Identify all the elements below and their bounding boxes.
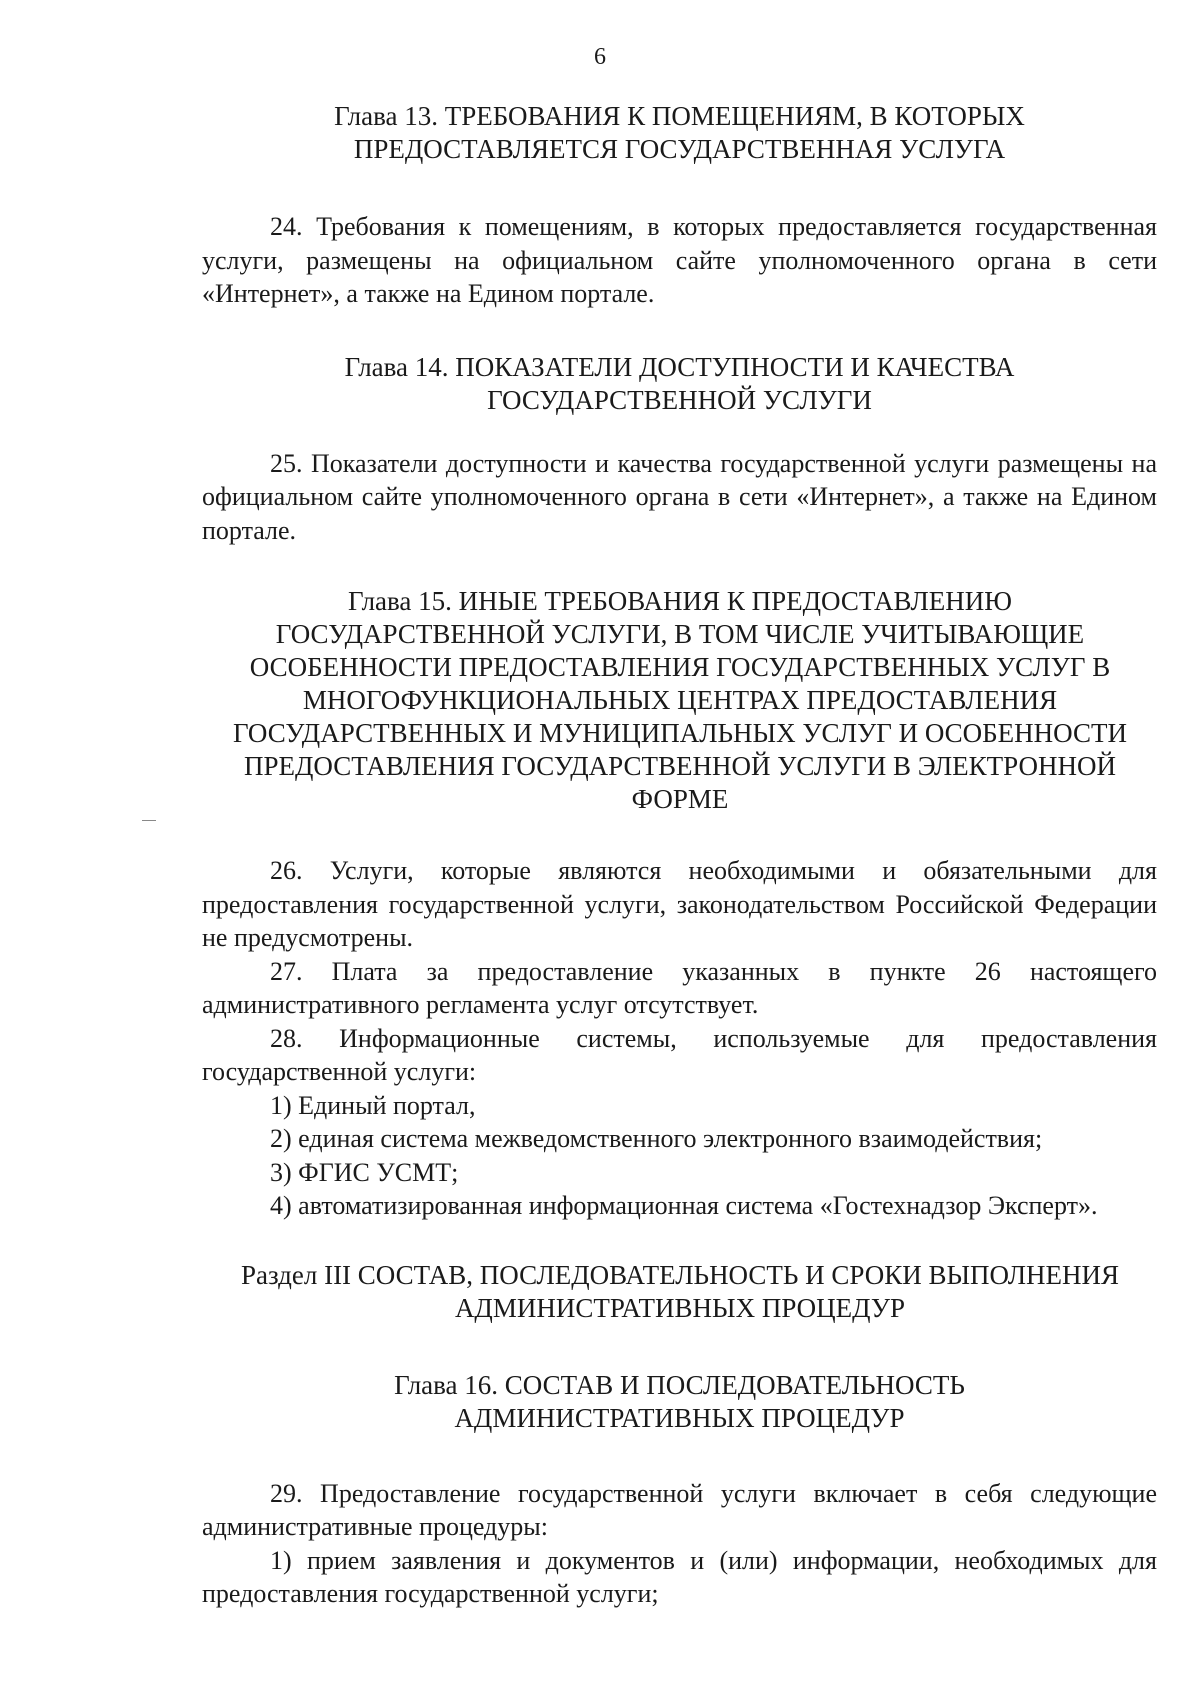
paragraph-29: 29. Предоставление государственной услуги включает в себя следующие административные процедуры: [202, 1478, 1157, 1541]
heading-line: АДМИНИСТРАТИВНЫХ ПРОЦЕДУР [454, 1402, 905, 1433]
chapter-14-heading [202, 351, 1157, 417]
paragraph-27: 27. Плата за предоставление указанных в пункте 26 настоящего административного регламента услуг отсутствует. [202, 956, 1157, 1019]
list-item: 1) Единый портал, [270, 1090, 476, 1120]
heading-line: ФОРМЕ [631, 784, 729, 814]
heading-line: Глава 13. ТРЕБОВАНИЯ К ПОМЕЩЕНИЯМ, В КОТОРЫХ [334, 101, 1025, 131]
heading-line: Раздел III СОСТАВ, ПОСЛЕДОВАТЕЛЬНОСТЬ И СРОКИ ВЫПОЛНЕНИЯ [240, 1259, 1120, 1290]
heading-line: ГОСУДАРСТВЕННОЙ УСЛУГИ [487, 384, 872, 415]
chapter-13-heading [202, 100, 1157, 166]
margin-mark [142, 820, 156, 821]
heading-line: Глава 14. ПОКАЗАТЕЛИ ДОСТУПНОСТИ И КАЧЕСТВА [344, 351, 1015, 382]
heading-line: Глава 15. ИНЫЕ ТРЕБОВАНИЯ К ПРЕДОСТАВЛЕНИЮ [347, 586, 1013, 616]
heading-line: ПРЕДОСТАВЛЯЕТСЯ ГОСУДАРСТВЕННАЯ УСЛУГА [353, 134, 1006, 164]
heading-line: Глава 16. СОСТАВ И ПОСЛЕДОВАТЕЛЬНОСТЬ [394, 1369, 965, 1400]
chapter-15-heading [180, 585, 1180, 816]
heading-line: ПРЕДОСТАВЛЕНИЯ ГОСУДАРСТВЕННОЙ УСЛУГИ В ЭЛЕКТРОННОЙ [243, 751, 1117, 781]
paragraph-25: 25. Показатели доступности и качества государственной услуги размещены на официальном сайте уполномоченного органа в сети «Интернет», а также на Едином портале. [202, 448, 1157, 545]
list-item: 3) ФГИС УСМТ; [270, 1157, 459, 1187]
list-item: 4) автоматизированная информационная система «Гостехнадзор Эксперт». [270, 1191, 1098, 1220]
paragraph-26: 26. Услуги, которые являются необходимыми и обязательными для предоставления государственной услуги, законодательством Российской Федерации не предусмотрены. [202, 856, 1157, 952]
document-body [202, 100, 1157, 1611]
chapter-16-heading [202, 1369, 1157, 1435]
heading-line: ГОСУДАРСТВЕННЫХ И МУНИЦИПАЛЬНЫХ УСЛУГ И ОСОБЕННОСТИ [233, 718, 1127, 748]
list-item: 2) единая система межведомственного электронного взаимодействия; [270, 1124, 1043, 1153]
heading-line: ГОСУДАРСТВЕННОЙ УСЛУГИ, В ТОМ ЧИСЛЕ УЧИТЫВАЮЩИЕ [275, 619, 1085, 649]
heading-line: МНОГОФУНКЦИОНАЛЬНЫХ ЦЕНТРАХ ПРЕДОСТАВЛЕНИЯ [302, 685, 1058, 715]
section-3-heading [180, 1259, 1180, 1325]
heading-line: ОСОБЕННОСТИ ПРЕДОСТАВЛЕНИЯ ГОСУДАРСТВЕННЫХ УСЛУГ В [249, 652, 1111, 682]
list-item: 1) прием заявления и документов и (или) информации, необходимых для предоставления государственной услуги; [202, 1545, 1157, 1608]
paragraph-24: 24. Требования к помещениям, в которых предоставляется государственная услуги, размещены на официальном сайте уполномоченного органа в сети «Интернет», а также на Едином портале. [202, 212, 1157, 308]
heading-line: АДМИНИСТРАТИВНЫХ ПРОЦЕДУР [454, 1292, 906, 1323]
paragraph-28: 28. Информационные системы, используемые для предоставления государственной услуги: [202, 1023, 1157, 1086]
page-number: 6 [594, 44, 606, 70]
